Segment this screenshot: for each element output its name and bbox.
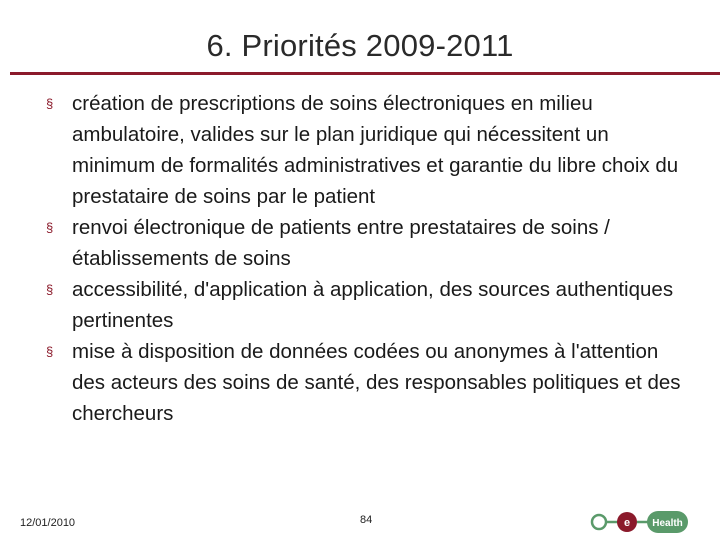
slide-title: 6. Priorités 2009-2011 [206, 28, 514, 63]
bullet-list [46, 88, 696, 429]
ehealth-logo [590, 508, 690, 536]
bullet-icon: § [46, 344, 54, 359]
logo-e-text: e [623, 517, 631, 529]
bullet-icon: § [46, 282, 54, 297]
bullet-item [46, 274, 696, 336]
bullet-item [46, 88, 696, 212]
bullet-icon: § [46, 96, 54, 111]
logo-health-text: Health [652, 518, 683, 529]
page-number: 84 [360, 514, 373, 526]
title-divider [10, 72, 720, 75]
bullet-text: accessibilité, d'application à application, des sources authentiques pertinentes [72, 278, 674, 332]
bullet-item [46, 212, 696, 274]
bullet-item [46, 336, 696, 429]
bullet-text: création de prescriptions de soins électroniques en milieu ambulatoire, valides sur le plan juridique qui nécessitent un minimum de formalités administratives et garantie du libre choix du prestataire de soins par le patient [72, 92, 679, 208]
bullet-icon: § [46, 220, 54, 235]
bullet-text: mise à disposition de données codées ou anonymes à l'attention des acteurs des soins de santé, des responsables politiques et des chercheurs [72, 340, 681, 425]
bullet-text: renvoi électronique de patients entre prestataires de soins / établissements de soins [72, 216, 610, 270]
logo-ring-icon [592, 515, 606, 529]
footer-date: 12/01/2010 [20, 517, 76, 529]
